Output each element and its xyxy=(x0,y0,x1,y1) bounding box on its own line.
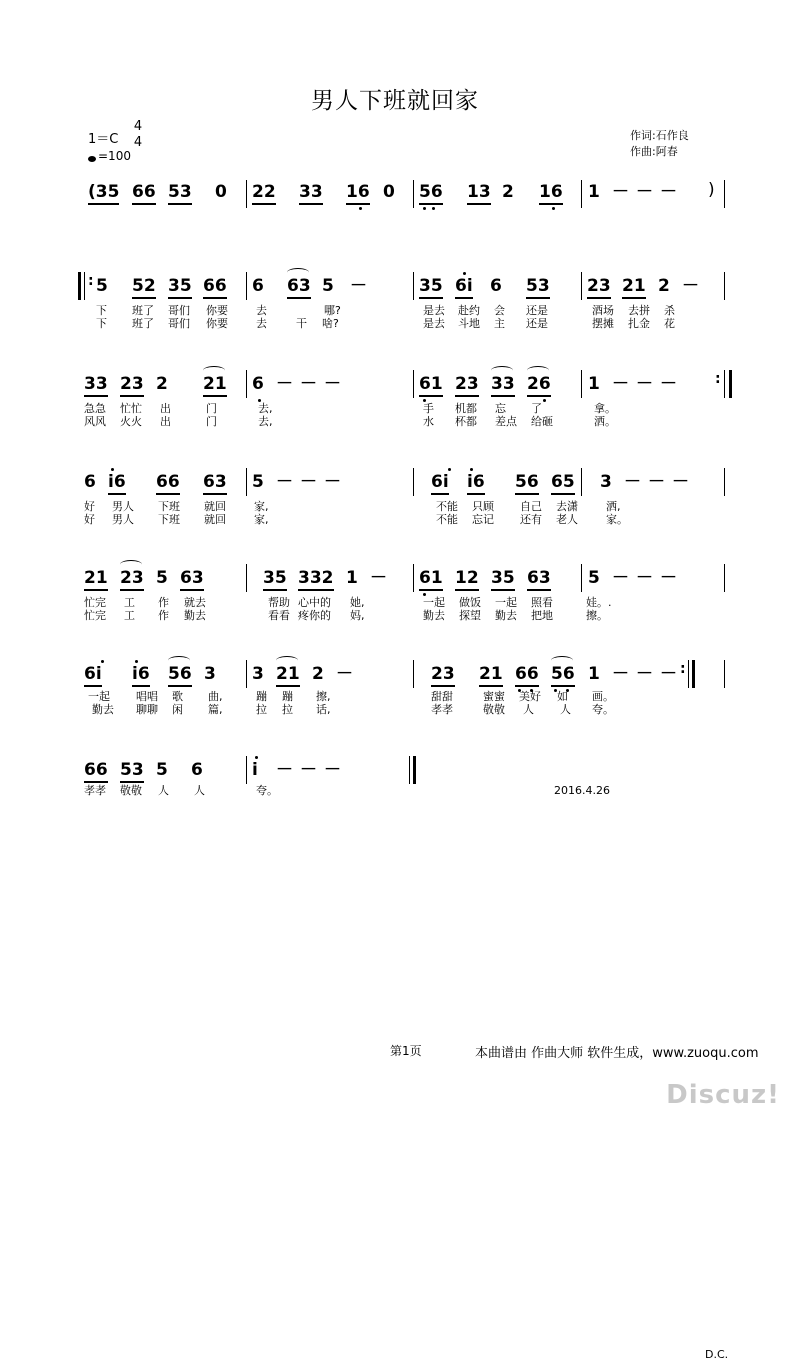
note: 332 xyxy=(298,568,334,591)
lyric: 画。 xyxy=(592,690,614,703)
lyric: 机都 xyxy=(455,402,477,415)
high-octave-dot xyxy=(111,468,114,471)
note: 3 xyxy=(252,664,264,684)
note: － xyxy=(300,374,317,394)
barline xyxy=(688,660,689,688)
note: － xyxy=(672,472,689,492)
lyric: 人 xyxy=(560,703,571,716)
note: 16 xyxy=(539,182,563,205)
lyric: 家, xyxy=(254,513,269,526)
note: 66 xyxy=(156,472,180,495)
barline xyxy=(246,272,247,300)
barline xyxy=(413,180,414,208)
note: － xyxy=(370,568,387,588)
slur xyxy=(287,268,309,277)
note: － xyxy=(682,276,699,296)
lyric: 一起 xyxy=(88,690,110,703)
barline xyxy=(724,272,725,300)
lyric: 家。 xyxy=(606,513,628,526)
date: 2016.4.26 xyxy=(554,784,610,797)
lyric: 扎金 xyxy=(628,317,650,330)
note: 16 xyxy=(346,182,370,205)
composer: 作曲:阿春 xyxy=(630,145,678,158)
barline xyxy=(84,272,85,300)
slur xyxy=(527,366,549,375)
note: － xyxy=(300,472,317,492)
note: 61 xyxy=(419,568,443,591)
high-octave-dot xyxy=(101,660,104,663)
discuz-watermark: Discuz! xyxy=(666,1080,780,1110)
note: 5 xyxy=(322,276,334,296)
high-octave-dot xyxy=(463,272,466,275)
lyric: 就回 xyxy=(204,513,226,526)
lyric: 摆摊 xyxy=(592,317,614,330)
note: － xyxy=(636,374,653,394)
lyricist: 作词:石作良 xyxy=(630,129,689,142)
lyric: 出 xyxy=(160,415,171,428)
lyric: 门 xyxy=(206,402,217,415)
lyric: 人 xyxy=(158,784,169,797)
note: 5 xyxy=(156,568,168,588)
barline xyxy=(246,564,247,592)
note: 13 xyxy=(467,182,491,205)
note: 66 xyxy=(515,664,539,687)
note: 3 xyxy=(204,664,216,684)
barline xyxy=(724,468,725,496)
lyric: 斗地 xyxy=(458,317,480,330)
note: 33 xyxy=(491,374,515,397)
barline xyxy=(413,272,414,300)
lyric: 好 xyxy=(84,513,95,526)
final-barline xyxy=(413,756,416,784)
low-octave-dot xyxy=(432,207,435,210)
barline xyxy=(581,564,582,592)
lyric: 作 xyxy=(158,596,169,609)
note: － xyxy=(636,182,653,202)
barline xyxy=(581,272,582,300)
note: － xyxy=(636,568,653,588)
generator-note: 本曲谱由 作曲大师 软件生成，www.zuoqu.com xyxy=(475,1046,759,1061)
note: 21 xyxy=(622,276,646,299)
repeat-end-barline xyxy=(692,660,695,688)
lyric: 敬敬 xyxy=(483,703,505,716)
lyric: 好 xyxy=(84,500,95,513)
lyric: 去 xyxy=(256,317,267,330)
lyric: 去潇 xyxy=(556,500,578,513)
lyric: 拉 xyxy=(282,703,293,716)
note: 6 xyxy=(84,472,96,492)
barline xyxy=(246,756,247,784)
lyric: 洒, xyxy=(606,500,621,513)
lyric: 不能 xyxy=(436,500,458,513)
note: 0 xyxy=(215,182,227,202)
note: 23 xyxy=(587,276,611,299)
lyric: 夸。 xyxy=(592,703,614,716)
tempo-value: =100 xyxy=(98,149,131,163)
note: 21 xyxy=(479,664,503,687)
note: 6 xyxy=(191,760,203,780)
note: － xyxy=(612,182,629,202)
note: 6i xyxy=(455,276,473,299)
note: 23 xyxy=(120,374,144,397)
note: (35 xyxy=(88,182,119,205)
barline xyxy=(581,370,582,398)
lyric: 哥们 xyxy=(168,317,190,330)
note: － xyxy=(660,664,677,684)
high-octave-dot xyxy=(448,468,451,471)
lyric: 人 xyxy=(523,703,534,716)
lyric: 下 xyxy=(96,317,107,330)
lyric: 孝孝 xyxy=(431,703,453,716)
barline xyxy=(724,180,725,208)
barline xyxy=(246,370,247,398)
note: i xyxy=(252,760,258,780)
lyric: 人 xyxy=(194,784,205,797)
note: 21 xyxy=(84,568,108,591)
lyric: 孝孝 xyxy=(84,784,106,797)
lyric: 去, xyxy=(258,402,273,415)
time-signature-top: 4 xyxy=(133,119,143,134)
score-title: 男人下班就回家 xyxy=(311,88,479,114)
note: 3 xyxy=(600,472,612,492)
note: 6 xyxy=(252,276,264,296)
note: 2 xyxy=(312,664,324,684)
note: 33 xyxy=(84,374,108,397)
note: 0 xyxy=(383,182,395,202)
note: 63 xyxy=(287,276,311,299)
lyric: 闲 xyxy=(172,703,183,716)
lyric: 忘记 xyxy=(472,513,494,526)
barline xyxy=(581,180,582,208)
lyric: 出 xyxy=(160,402,171,415)
page-number: 第1页 xyxy=(390,1044,422,1058)
key-signature: 1＝C xyxy=(88,132,119,147)
note: 35 xyxy=(168,276,192,299)
note: － xyxy=(324,472,341,492)
note: 2 xyxy=(658,276,670,296)
note: ) xyxy=(708,180,715,200)
lyric: 哥们 xyxy=(168,304,190,317)
barline xyxy=(724,660,725,688)
lyric: 还是 xyxy=(526,317,548,330)
note: 52 xyxy=(132,276,156,299)
lyric: 蜜蜜 xyxy=(483,690,505,703)
lyric: 去拼 xyxy=(628,304,650,317)
note: － xyxy=(648,472,665,492)
note: i6 xyxy=(108,472,126,495)
repeat-dots: : xyxy=(715,371,721,387)
repeat-start-barline xyxy=(78,272,81,300)
lyric: 工 xyxy=(124,596,135,609)
barline xyxy=(581,468,582,496)
lyric: 妈, xyxy=(350,609,365,622)
lyric: 工 xyxy=(124,609,135,622)
lyric: 一起 xyxy=(495,596,517,609)
slur xyxy=(203,366,225,375)
note: － xyxy=(660,374,677,394)
lyric: 只顾 xyxy=(472,500,494,513)
note: 5 xyxy=(96,276,108,296)
repeat-dots: : xyxy=(88,273,94,289)
lyric: 忙忙 xyxy=(120,402,142,415)
lyric: 酒场 xyxy=(592,304,614,317)
slur xyxy=(168,656,190,665)
lyric: 你要 xyxy=(206,317,228,330)
note: 53 xyxy=(120,760,144,783)
note: 65 xyxy=(551,472,575,495)
lyric: 男人 xyxy=(112,500,134,513)
lyric: 你要 xyxy=(206,304,228,317)
lyric: 勤去 xyxy=(495,609,517,622)
lyric: 如 xyxy=(557,690,568,703)
note: 12 xyxy=(455,568,479,591)
high-octave-dot xyxy=(255,756,258,759)
lyric: 唱唱 xyxy=(136,690,158,703)
lyric: 作 xyxy=(158,609,169,622)
time-signature xyxy=(130,119,146,151)
low-octave-dot xyxy=(423,207,426,210)
lyric: 火火 xyxy=(120,415,142,428)
lyric: 照看 xyxy=(531,596,553,609)
note: 26 xyxy=(527,374,551,397)
lyric: 拉 xyxy=(256,703,267,716)
lyric: 去 xyxy=(256,304,267,317)
note: － xyxy=(324,374,341,394)
lyric: 赴约 xyxy=(458,304,480,317)
time-signature-bottom: 4 xyxy=(133,135,143,150)
note: 2 xyxy=(156,374,168,394)
low-octave-dot xyxy=(552,207,555,210)
note: 5 xyxy=(156,760,168,780)
note: 6 xyxy=(490,276,502,296)
lyric: 是去 xyxy=(423,304,445,317)
note: 5 xyxy=(588,568,600,588)
lyric: 差点 xyxy=(495,415,517,428)
lyric: 主 xyxy=(494,317,505,330)
barline xyxy=(724,370,725,398)
lyric: 风风 xyxy=(84,415,106,428)
lyric: 老人 xyxy=(556,513,578,526)
lyric: 忙完 xyxy=(84,596,106,609)
lyric: 了 xyxy=(531,402,542,415)
note: 66 xyxy=(84,760,108,783)
note: 33 xyxy=(299,182,323,205)
note: － xyxy=(276,472,293,492)
lyric: 看看 xyxy=(268,609,290,622)
lyric: 她, xyxy=(350,596,365,609)
high-octave-dot xyxy=(470,468,473,471)
lyric: 下 xyxy=(96,304,107,317)
note: － xyxy=(612,664,629,684)
lyric: 娃。. xyxy=(586,596,612,609)
barline xyxy=(413,468,414,496)
note: － xyxy=(624,472,641,492)
lyric: 曲, xyxy=(208,690,223,703)
slur xyxy=(120,560,142,569)
note: 56 xyxy=(419,182,443,205)
note: 66 xyxy=(132,182,156,205)
lyric: 就回 xyxy=(204,500,226,513)
lyric: 勤去 xyxy=(92,703,114,716)
lyric: 男人 xyxy=(112,513,134,526)
tempo-marking xyxy=(88,149,131,163)
barline xyxy=(246,468,247,496)
lyric: 帮助 xyxy=(268,596,290,609)
lyric: 敬敬 xyxy=(120,784,142,797)
barline xyxy=(409,756,410,784)
lyric: 心中的 xyxy=(298,596,331,609)
lyric: 一起 xyxy=(423,596,445,609)
note: 5 xyxy=(252,472,264,492)
note: 35 xyxy=(419,276,443,299)
barline xyxy=(724,564,725,592)
note: － xyxy=(324,760,341,780)
lyric: 下班 xyxy=(158,513,180,526)
lyric: 探望 xyxy=(459,609,481,622)
lyric: 去, xyxy=(258,415,273,428)
lyric: 擦。 xyxy=(586,609,608,622)
repeat-dots: : xyxy=(680,661,686,677)
lyric: 美好 xyxy=(519,690,541,703)
lyric: 话, xyxy=(316,703,331,716)
note: － xyxy=(350,276,367,296)
note: 1 xyxy=(588,374,600,394)
quarter-note-icon xyxy=(88,156,96,162)
lyric: 勤去 xyxy=(423,609,445,622)
lyric: 班了 xyxy=(132,304,154,317)
barline xyxy=(246,660,247,688)
lyric: 自己 xyxy=(520,500,542,513)
lyric: 蹦 xyxy=(282,690,293,703)
note: － xyxy=(660,568,677,588)
lyric: 杀 xyxy=(664,304,675,317)
slur xyxy=(551,656,573,665)
lyric: 手 xyxy=(423,402,434,415)
lyric: 忘 xyxy=(495,402,506,415)
note: － xyxy=(336,664,353,684)
note: 21 xyxy=(276,664,300,687)
lyric: 夸。 xyxy=(256,784,278,797)
slur xyxy=(491,366,513,375)
lyric: 班了 xyxy=(132,317,154,330)
note: 1 xyxy=(346,568,358,588)
note: 63 xyxy=(180,568,204,591)
lyric: 拿。 xyxy=(594,402,616,415)
lyric: 门 xyxy=(206,415,217,428)
lyric: 家, xyxy=(254,500,269,513)
note: 6i xyxy=(84,664,102,687)
low-octave-dot xyxy=(543,399,546,402)
note: i6 xyxy=(467,472,485,495)
lyric: 下班 xyxy=(158,500,180,513)
barline xyxy=(413,564,414,592)
note: 23 xyxy=(120,568,144,591)
note: 53 xyxy=(526,276,550,299)
note: 53 xyxy=(168,182,192,205)
barline xyxy=(413,370,414,398)
barline xyxy=(246,180,247,208)
note: 22 xyxy=(252,182,276,205)
note: － xyxy=(612,568,629,588)
lyric: 是去 xyxy=(423,317,445,330)
lyric: 篇, xyxy=(208,703,223,716)
lyric: 歌 xyxy=(172,690,183,703)
note: － xyxy=(276,760,293,780)
lyric: 急急 xyxy=(84,402,106,415)
note: － xyxy=(660,182,677,202)
lyric: 哪? xyxy=(324,304,341,317)
note: 1 xyxy=(588,182,600,202)
note: － xyxy=(612,374,629,394)
lyric: 水 xyxy=(423,415,434,428)
note: 23 xyxy=(455,374,479,397)
note: 63 xyxy=(203,472,227,495)
barline xyxy=(413,660,414,688)
high-octave-dot xyxy=(135,660,138,663)
lyric: 还有 xyxy=(520,513,542,526)
note: － xyxy=(636,664,653,684)
lyric: 聊聊 xyxy=(136,703,158,716)
lyric: 疼你的 xyxy=(298,609,331,622)
lyric: 甜甜 xyxy=(431,690,453,703)
note: 35 xyxy=(263,568,287,591)
note: 6 xyxy=(252,374,264,394)
note: － xyxy=(300,760,317,780)
lyric: 给砸 xyxy=(531,415,553,428)
note: i6 xyxy=(132,664,150,687)
note: 35 xyxy=(491,568,515,591)
note: 2 xyxy=(502,182,514,202)
lyric: 蹦 xyxy=(256,690,267,703)
note: 66 xyxy=(203,276,227,299)
lyric: 会 xyxy=(494,304,505,317)
lyric: 忙完 xyxy=(84,609,106,622)
note: 61 xyxy=(419,374,443,397)
lyric: 洒。 xyxy=(594,415,616,428)
note: － xyxy=(276,374,293,394)
credits xyxy=(630,128,689,160)
lyric: 勤去 xyxy=(184,609,206,622)
low-octave-dot xyxy=(359,207,362,210)
lyric: 就去 xyxy=(184,596,206,609)
note: 63 xyxy=(527,568,551,591)
lyric: 擦, xyxy=(316,690,331,703)
lyric: 杯都 xyxy=(455,415,477,428)
note: 1 xyxy=(588,664,600,684)
lyric: 不能 xyxy=(436,513,458,526)
slur xyxy=(276,656,298,665)
lyric: 还是 xyxy=(526,304,548,317)
repeat-end-barline xyxy=(729,370,732,398)
note: 56 xyxy=(515,472,539,495)
lyric: 花 xyxy=(664,317,675,330)
note: 56 xyxy=(168,664,192,687)
da-capo-marking: D.C. xyxy=(705,1348,729,1361)
lyric: 把地 xyxy=(531,609,553,622)
lyric: 啥? xyxy=(322,317,339,330)
note: 56 xyxy=(551,664,575,687)
note: 21 xyxy=(203,374,227,397)
lyric: 做饭 xyxy=(459,596,481,609)
lyric: 干 xyxy=(296,317,307,330)
note: 23 xyxy=(431,664,455,687)
note: 6i xyxy=(431,472,449,495)
